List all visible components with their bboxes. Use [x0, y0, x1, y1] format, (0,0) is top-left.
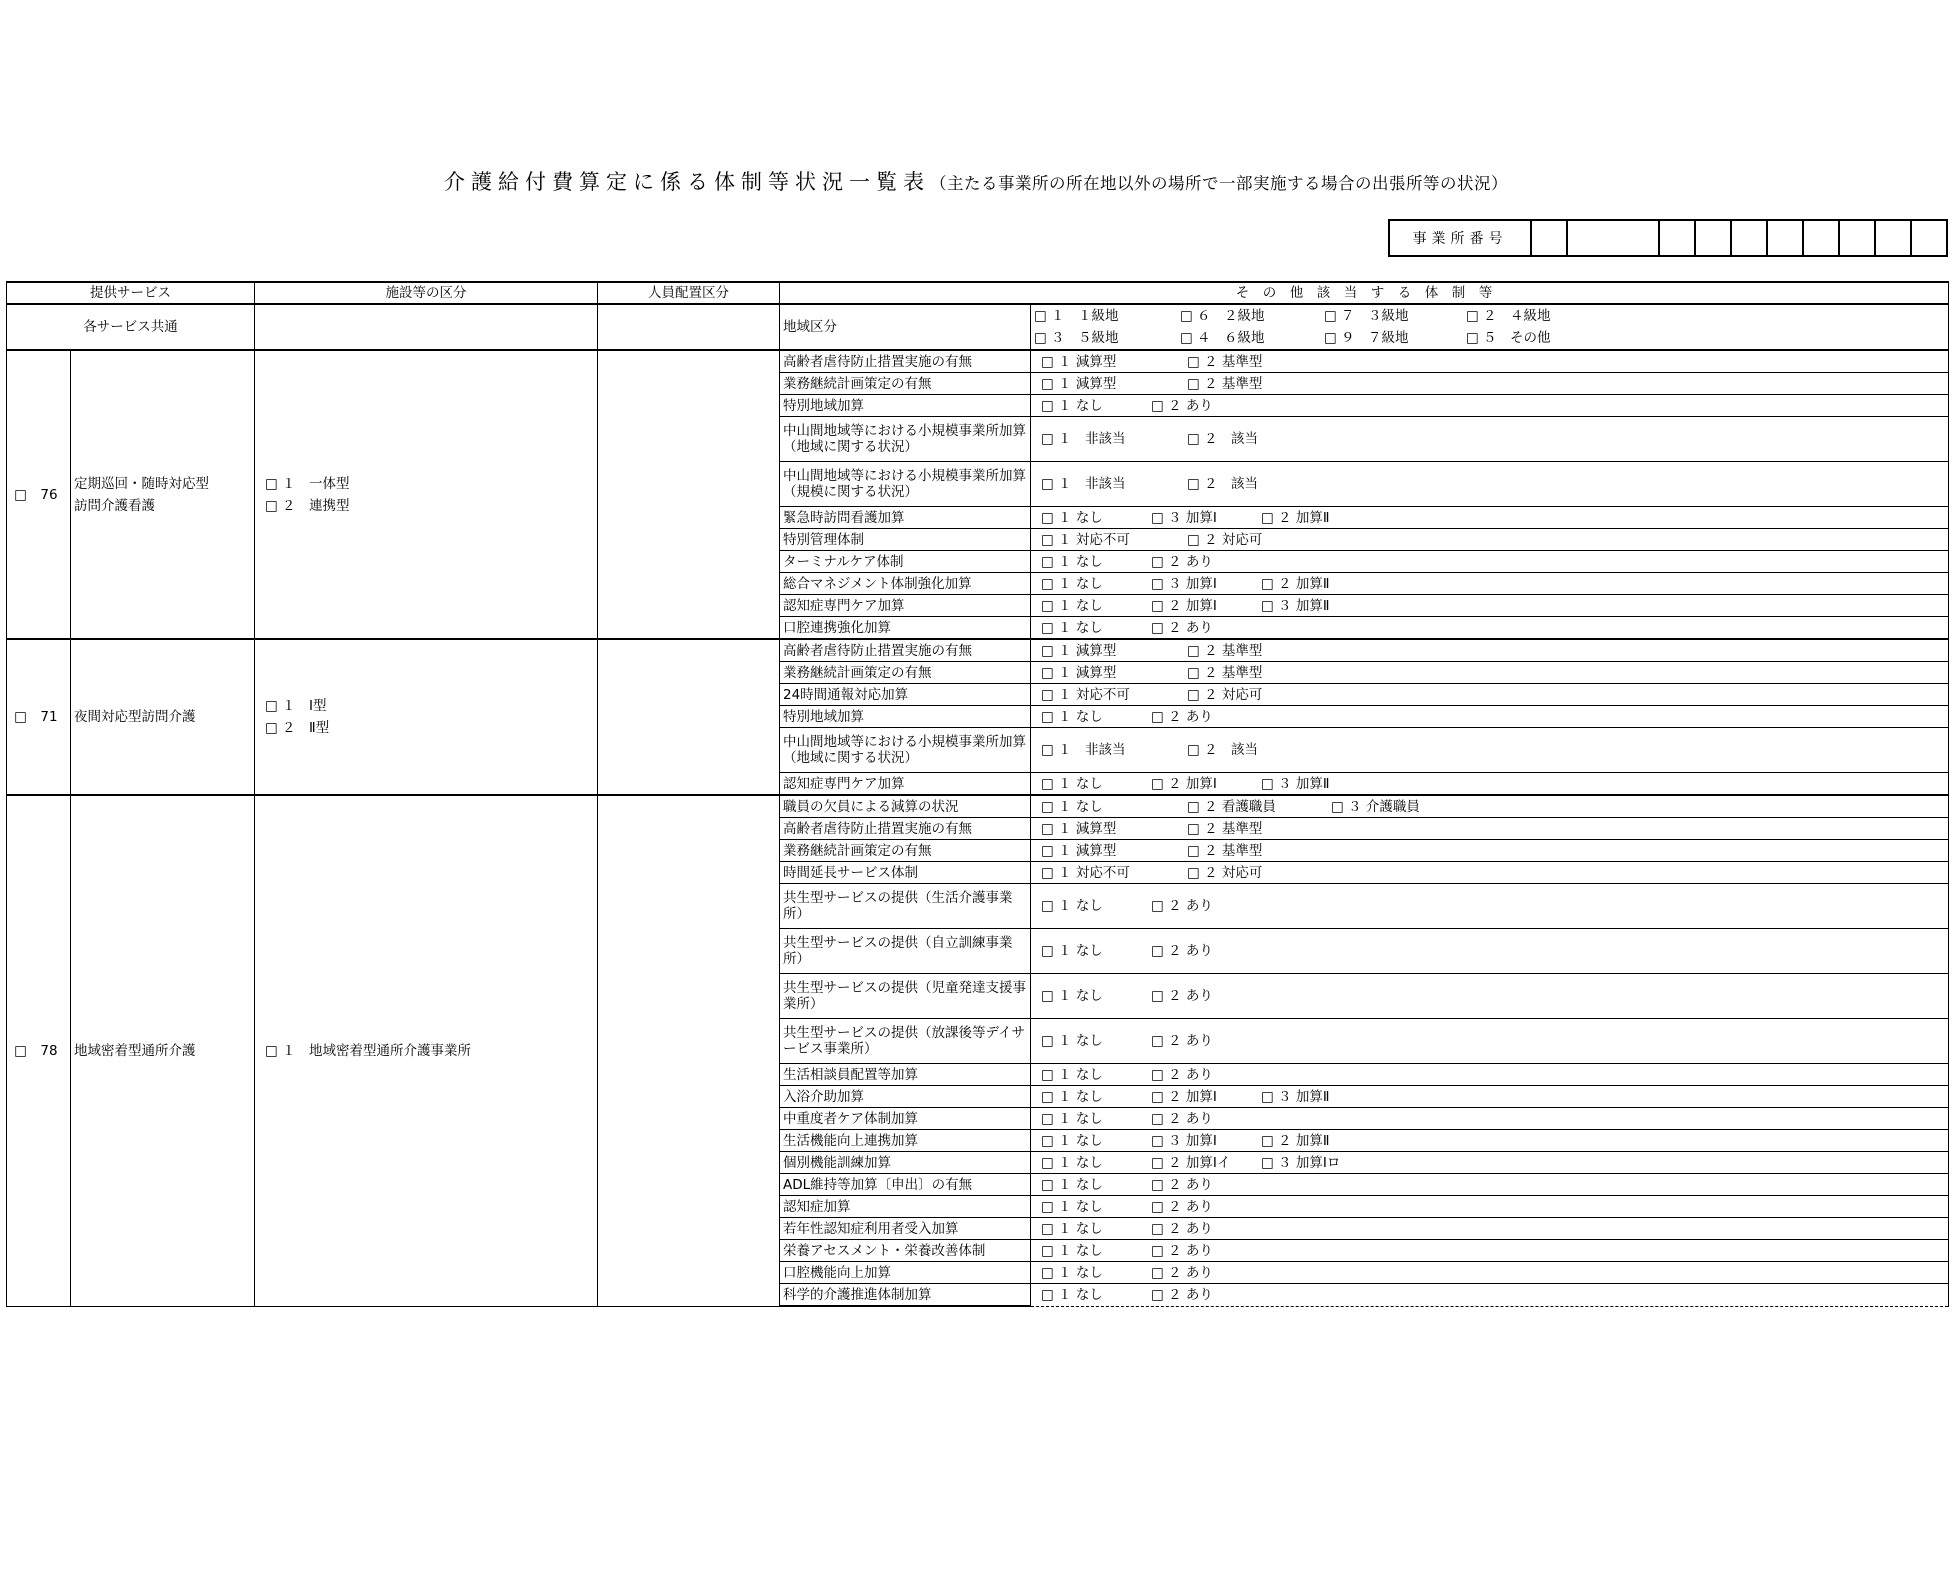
- option-checkbox[interactable]: □ ２ あり: [1151, 1110, 1213, 1127]
- title-main: 介護給付費算定に係る体制等状況一覧表: [444, 170, 930, 194]
- option-checkbox[interactable]: □ ２ 該当: [1187, 431, 1259, 447]
- item-options: [1031, 974, 1949, 1019]
- option-checkbox[interactable]: □ ２ 加算Ⅰ: [1151, 775, 1217, 792]
- option-checkbox[interactable]: □ １ 非該当: [1041, 476, 1126, 492]
- item-label: 認知症専門ケア加算: [780, 773, 1031, 796]
- region-option[interactable]: □ １ １級地: [1034, 308, 1119, 324]
- option-checkbox[interactable]: □ ２ 対応可: [1187, 864, 1263, 881]
- item-label: 認知症加算: [780, 1196, 1031, 1218]
- region-option[interactable]: □ ９ ７級地: [1324, 330, 1409, 346]
- option-checkbox[interactable]: □ ３ 加算Ⅰ: [1151, 1132, 1217, 1149]
- option-checkbox[interactable]: □ ２ 対応可: [1187, 686, 1263, 703]
- staff-cell: [598, 639, 780, 795]
- service-code-cell: [7, 639, 71, 795]
- option-checkbox[interactable]: □ ２ あり: [1151, 943, 1213, 959]
- table-row: [7, 795, 1949, 818]
- option-checkbox[interactable]: □ ２ あり: [1151, 1242, 1213, 1259]
- option-checkbox[interactable]: □ １ なし: [1041, 1110, 1103, 1127]
- option-checkbox[interactable]: □ ３ 加算Ⅱ: [1261, 597, 1330, 614]
- common-staff-cell: [598, 304, 780, 350]
- item-options: [1031, 462, 1949, 507]
- option-checkbox[interactable]: □ ２ あり: [1151, 1033, 1213, 1049]
- common-facility-cell: [255, 304, 598, 350]
- facility-cell: [255, 795, 598, 1306]
- option-checkbox[interactable]: □ ３ 加算Ⅱ: [1261, 1088, 1330, 1105]
- item-label: 生活機能向上連携加算: [780, 1130, 1031, 1152]
- service-code: 71: [40, 709, 58, 725]
- option-checkbox[interactable]: □ １ なし: [1041, 1066, 1103, 1083]
- service-checkbox[interactable]: □: [14, 486, 27, 503]
- option-checkbox[interactable]: □ ２ 基準型: [1187, 353, 1263, 370]
- item-label: 業務継続計画策定の有無: [780, 840, 1031, 862]
- item-options: [1031, 1019, 1949, 1064]
- office-number-cell[interactable]: [1839, 220, 1875, 256]
- item-label: 共生型サービスの提供（生活介護事業所）: [780, 884, 1031, 929]
- item-label: 高齢者虐待防止措置実施の有無: [780, 639, 1031, 662]
- option-checkbox[interactable]: □ ２ 加算Ⅱ: [1261, 575, 1330, 592]
- region-option[interactable]: □ ４ ６級地: [1180, 330, 1265, 346]
- header-facility: 施設等の区分: [255, 282, 598, 304]
- item-label: ADL維持等加算〔申出〕の有無: [780, 1174, 1031, 1196]
- item-options: [1031, 684, 1949, 706]
- item-label: 職員の欠員による減算の状況: [780, 795, 1031, 818]
- facility-cell: [255, 350, 598, 639]
- region-option[interactable]: □ ３ ５級地: [1034, 330, 1119, 346]
- item-label: 栄養アセスメント・栄養改善体制: [780, 1240, 1031, 1262]
- item-options: [1031, 350, 1949, 373]
- facility-option[interactable]: □ １ 地域密着型通所介護事業所: [265, 1042, 472, 1059]
- item-label: 口腔連携強化加算: [780, 617, 1031, 640]
- option-checkbox[interactable]: □ ２ あり: [1151, 553, 1213, 570]
- option-checkbox[interactable]: □ ２ 該当: [1187, 742, 1259, 758]
- option-checkbox[interactable]: □ １ 減算型: [1041, 664, 1117, 681]
- option-checkbox[interactable]: □ ２ 対応可: [1187, 531, 1263, 548]
- item-label: 特別地域加算: [780, 395, 1031, 417]
- item-label: 中山間地域等における小規模事業所加算（地域に関する状況）: [780, 728, 1031, 773]
- option-checkbox[interactable]: □ １ なし: [1041, 798, 1103, 815]
- office-number-table: [1388, 219, 1948, 257]
- table-row: [7, 639, 1949, 662]
- common-item: 地域区分: [780, 304, 1031, 350]
- option-checkbox[interactable]: □ ２ あり: [1151, 397, 1213, 414]
- service-code: 76: [40, 486, 58, 503]
- item-label: 高齢者虐待防止措置実施の有無: [780, 818, 1031, 840]
- item-label: 中重度者ケア体制加算: [780, 1108, 1031, 1130]
- item-options: [1031, 840, 1949, 862]
- option-checkbox[interactable]: □ ２ 加算Ⅰ: [1151, 597, 1217, 614]
- office-number-cell[interactable]: [1531, 220, 1567, 256]
- option-checkbox[interactable]: □ １ なし: [1041, 509, 1103, 526]
- option-checkbox[interactable]: □ １ なし: [1041, 597, 1103, 614]
- item-label: 業務継続計画策定の有無: [780, 662, 1031, 684]
- office-number-cell[interactable]: [1767, 220, 1803, 256]
- option-checkbox[interactable]: □ １ なし: [1041, 943, 1103, 959]
- option-checkbox[interactable]: □ ２ 加算Ⅰ: [1151, 1088, 1217, 1105]
- common-options-row: [1034, 308, 1945, 324]
- item-options: [1031, 529, 1949, 551]
- item-options: [1031, 595, 1949, 617]
- title-sub: （主たる事業所の所在地以外の場所で一部実施する場合の出張所等の状況）: [930, 174, 1508, 193]
- office-number-cell[interactable]: [1695, 220, 1731, 256]
- service-checkbox[interactable]: □: [14, 1042, 27, 1059]
- option-checkbox[interactable]: □ １ なし: [1041, 1132, 1103, 1149]
- option-checkbox[interactable]: □ １ なし: [1041, 988, 1103, 1004]
- item-label: 科学的介護推進体制加算: [780, 1284, 1031, 1307]
- facility-option[interactable]: □ ２ Ⅱ型: [265, 720, 330, 736]
- item-label: 特別管理体制: [780, 529, 1031, 551]
- item-label: 共生型サービスの提供（放課後等デイサービス事業所）: [780, 1019, 1031, 1064]
- item-options: [1031, 507, 1949, 529]
- item-label: 共生型サービスの提供（自立訓練事業所）: [780, 929, 1031, 974]
- region-option[interactable]: □ ７ ３級地: [1324, 308, 1409, 324]
- option-checkbox[interactable]: □ １ なし: [1041, 708, 1103, 725]
- option-checkbox[interactable]: □ １ なし: [1041, 898, 1103, 914]
- option-checkbox[interactable]: □ ２ 看護職員: [1187, 798, 1276, 815]
- item-options: [1031, 795, 1949, 818]
- item-options: [1031, 662, 1949, 684]
- option-checkbox[interactable]: □ ２ 基準型: [1187, 642, 1263, 659]
- item-options: [1031, 1218, 1949, 1240]
- option-checkbox[interactable]: □ １ 対応不可: [1041, 531, 1130, 548]
- office-number-label: 事業所番号: [1389, 220, 1531, 256]
- option-checkbox[interactable]: □ ２ あり: [1151, 619, 1213, 636]
- item-options: [1031, 639, 1949, 662]
- option-checkbox[interactable]: □ ３ 加算Ⅰロ: [1261, 1154, 1341, 1171]
- item-label: 生活相談員配置等加算: [780, 1064, 1031, 1086]
- item-options: [1031, 884, 1949, 929]
- office-number-cell[interactable]: [1803, 220, 1839, 256]
- item-options: [1031, 395, 1949, 417]
- office-number-cell[interactable]: [1567, 220, 1659, 256]
- item-options: [1031, 818, 1949, 840]
- item-options: [1031, 862, 1949, 884]
- item-options: [1031, 1262, 1949, 1284]
- common-options-row: [1034, 330, 1945, 346]
- common-service-label: 各サービス共通: [7, 304, 255, 350]
- office-number-cell[interactable]: [1731, 220, 1767, 256]
- header-staff: 人員配置区分: [598, 282, 780, 304]
- item-options: [1031, 728, 1949, 773]
- service-name: 夜間対応型訪問介護: [74, 709, 196, 725]
- option-checkbox[interactable]: □ ２ あり: [1151, 898, 1213, 914]
- option-checkbox[interactable]: □ １ なし: [1041, 1220, 1103, 1237]
- option-checkbox[interactable]: □ ２ あり: [1151, 988, 1213, 1004]
- option-checkbox[interactable]: □ １ なし: [1041, 397, 1103, 414]
- item-options: [1031, 1284, 1949, 1307]
- option-checkbox[interactable]: □ １ 非該当: [1041, 742, 1126, 758]
- item-options: [1031, 773, 1949, 796]
- option-checkbox[interactable]: □ ２ あり: [1151, 1220, 1213, 1237]
- option-checkbox[interactable]: □ ３ 加算Ⅰ: [1151, 509, 1217, 526]
- option-checkbox[interactable]: □ １ 減算型: [1041, 642, 1117, 659]
- option-checkbox[interactable]: □ １ なし: [1041, 619, 1103, 636]
- service-code-cell: [7, 795, 71, 1306]
- item-label: 高齢者虐待防止措置実施の有無: [780, 350, 1031, 373]
- item-options: [1031, 1174, 1949, 1196]
- option-checkbox[interactable]: □ ２ あり: [1151, 1286, 1213, 1303]
- option-checkbox[interactable]: □ １ なし: [1041, 1264, 1103, 1281]
- option-checkbox[interactable]: □ １ 対応不可: [1041, 864, 1130, 881]
- item-options: [1031, 1064, 1949, 1086]
- option-checkbox[interactable]: □ ２ 加算Ⅱ: [1261, 1132, 1330, 1149]
- item-label: 中山間地域等における小規模事業所加算（地域に関する状況）: [780, 417, 1031, 462]
- service-code: 78: [40, 1042, 58, 1059]
- option-checkbox[interactable]: □ ２ 基準型: [1187, 842, 1263, 859]
- item-options: [1031, 1130, 1949, 1152]
- option-checkbox[interactable]: □ ２ あり: [1151, 1176, 1213, 1193]
- region-option[interactable]: □ ６ ２級地: [1180, 308, 1265, 324]
- staff-cell: [598, 795, 780, 1306]
- option-checkbox[interactable]: □ １ なし: [1041, 1286, 1103, 1303]
- facility-option[interactable]: □ ２ 連携型: [265, 497, 350, 514]
- option-checkbox[interactable]: □ ２ 該当: [1187, 476, 1259, 492]
- service-name: 地域密着型通所介護: [74, 1042, 196, 1059]
- option-checkbox[interactable]: □ １ なし: [1041, 553, 1103, 570]
- item-options: [1031, 929, 1949, 974]
- item-options: [1031, 1240, 1949, 1262]
- item-label: 口腔機能向上加算: [780, 1262, 1031, 1284]
- option-checkbox[interactable]: □ １ なし: [1041, 1088, 1103, 1105]
- item-options: [1031, 706, 1949, 728]
- item-options: [1031, 1086, 1949, 1108]
- header-other: そ の 他 該 当 す る 体 制 等: [780, 282, 1949, 304]
- item-label: 入浴介助加算: [780, 1086, 1031, 1108]
- option-checkbox[interactable]: □ ２ あり: [1151, 1264, 1213, 1281]
- service-name-cell: [71, 639, 255, 795]
- option-checkbox[interactable]: □ ２ あり: [1151, 1066, 1213, 1083]
- option-checkbox[interactable]: □ ２ 加算Ⅰイ: [1151, 1154, 1231, 1171]
- item-options: [1031, 417, 1949, 462]
- item-label: 中山間地域等における小規模事業所加算（規模に関する状況）: [780, 462, 1031, 507]
- item-options: [1031, 551, 1949, 573]
- office-number-cell[interactable]: [1911, 220, 1947, 256]
- office-number-cell[interactable]: [1659, 220, 1695, 256]
- option-checkbox[interactable]: □ ２ 加算Ⅱ: [1261, 509, 1330, 526]
- facility-cell: [255, 639, 598, 795]
- item-label: 時間延長サービス体制: [780, 862, 1031, 884]
- option-checkbox[interactable]: □ １ 減算型: [1041, 353, 1117, 370]
- option-checkbox[interactable]: □ １ なし: [1041, 1198, 1103, 1215]
- option-checkbox[interactable]: □ ３ 加算Ⅱ: [1261, 775, 1330, 792]
- region-option[interactable]: □ ２ ４級地: [1466, 308, 1551, 324]
- option-checkbox[interactable]: □ １ 非該当: [1041, 431, 1126, 447]
- item-label: 24時間通報対応加算: [780, 684, 1031, 706]
- item-label: 緊急時訪問看護加算: [780, 507, 1031, 529]
- facility-option[interactable]: □ １ Ⅰ型: [265, 698, 327, 714]
- office-number-cell[interactable]: [1875, 220, 1911, 256]
- option-checkbox[interactable]: □ ３ 加算Ⅰ: [1151, 575, 1217, 592]
- option-checkbox[interactable]: □ １ なし: [1041, 575, 1103, 592]
- option-checkbox[interactable]: □ ２ 基準型: [1187, 664, 1263, 681]
- item-options: [1031, 373, 1949, 395]
- service-name-cell: [71, 350, 255, 639]
- item-label: 総合マネジメント体制強化加算: [780, 573, 1031, 595]
- option-checkbox[interactable]: □ １ 減算型: [1041, 820, 1117, 837]
- item-label: 業務継続計画策定の有無: [780, 373, 1031, 395]
- item-label: 認知症専門ケア加算: [780, 595, 1031, 617]
- option-checkbox[interactable]: □ ２ 基準型: [1187, 820, 1263, 837]
- item-label: 若年性認知症利用者受入加算: [780, 1218, 1031, 1240]
- staff-cell: [598, 350, 780, 639]
- header-service: 提供サービス: [7, 282, 255, 304]
- region-option[interactable]: □ ５ その他: [1466, 330, 1551, 346]
- item-label: 共生型サービスの提供（児童発達支援事業所）: [780, 974, 1031, 1019]
- option-checkbox[interactable]: □ １ なし: [1041, 1033, 1103, 1049]
- option-checkbox[interactable]: □ １ 対応不可: [1041, 686, 1130, 703]
- facility-option[interactable]: □ １ 一体型: [265, 475, 350, 492]
- page-title: [0, 166, 1952, 196]
- option-checkbox[interactable]: □ １ なし: [1041, 1242, 1103, 1259]
- option-checkbox[interactable]: □ １ 減算型: [1041, 375, 1117, 392]
- common-options-cell: [1031, 304, 1949, 350]
- item-options: [1031, 617, 1949, 640]
- service-name: 定期巡回・随時対応型: [74, 475, 209, 492]
- item-options: [1031, 1196, 1949, 1218]
- option-checkbox[interactable]: □ ２ あり: [1151, 708, 1213, 725]
- option-checkbox[interactable]: □ １ なし: [1041, 1176, 1103, 1193]
- option-checkbox[interactable]: □ １ なし: [1041, 775, 1103, 792]
- option-checkbox[interactable]: □ ２ あり: [1151, 1198, 1213, 1215]
- service-code-cell: [7, 350, 71, 639]
- item-options: [1031, 573, 1949, 595]
- service-name-line2: 訪問介護看護: [74, 497, 155, 514]
- item-label: 個別機能訓練加算: [780, 1152, 1031, 1174]
- service-name-cell: [71, 795, 255, 1306]
- item-options: [1031, 1108, 1949, 1130]
- item-label: 特別地域加算: [780, 706, 1031, 728]
- option-checkbox[interactable]: □ １ なし: [1041, 1154, 1103, 1171]
- option-checkbox[interactable]: □ ３ 介護職員: [1331, 798, 1420, 815]
- status-table: [6, 281, 1949, 1307]
- option-checkbox[interactable]: □ ２ 基準型: [1187, 375, 1263, 392]
- table-row: [7, 350, 1949, 373]
- service-checkbox[interactable]: □: [14, 709, 27, 725]
- option-checkbox[interactable]: □ １ 減算型: [1041, 842, 1117, 859]
- item-label: ターミナルケア体制: [780, 551, 1031, 573]
- item-options: [1031, 1152, 1949, 1174]
